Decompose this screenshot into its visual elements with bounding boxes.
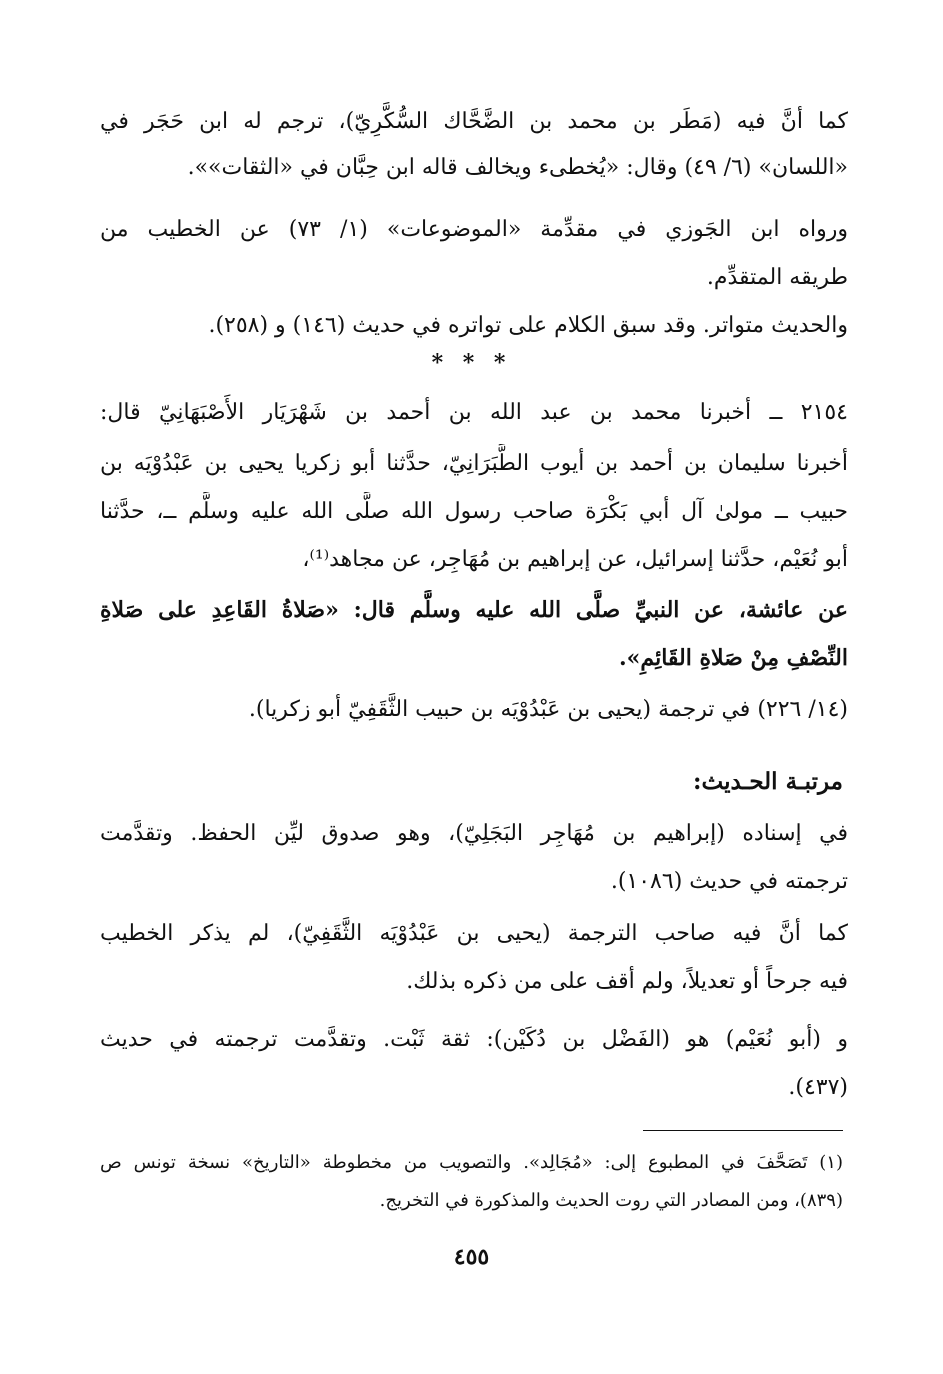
paragraph-6-line-1: و (أبو نُعَيْم) هو (الفَضْل بن دُكَيْن): ثقة ثَبْت. وتقدَّمت ترجمته في حديث	[100, 1027, 848, 1052]
hadith-line-3: حبيب ــ مولىٰ آل أبي بَكْرَة صاحب رسول الله صلَّى الله عليه وسلَّم ــ، حدَّثنا	[100, 499, 848, 524]
paragraph-3-line-1: والحديث متواتر. وقد سبق الكلام على تواتره في حديث (١٤٦) و (٢٥٨).	[208, 313, 848, 338]
footnote-line-1: (١) تَصَحَّفَ في المطبوع إلى: «مُجَالِد». والتصويب من مخطوطة «التاريخ» نسخة تونس ص	[100, 1152, 843, 1173]
hadith-line-4: أبو نُعَيْم، حدَّثنا إسرائيل، عن إبراهيم بن مُهَاجِر، عن مجاهد⁽¹⁾،	[302, 547, 848, 572]
section-heading: مرتبـة الحـديث:	[693, 768, 843, 795]
paragraph-5-line-2: فيه جرحاً أو تعديلاً، ولم أقف على من ذكره بذلك.	[406, 969, 848, 994]
footnote-divider	[643, 1130, 843, 1131]
hadith-line-1: ٢١٥٤ ــ أخبرنا محمد بن عبد الله بن أحمد بن شَهْرَيَار الأَصْبَهَانِيّ قال:	[100, 400, 848, 425]
source-reference: (١٤/ ٢٢٦) في ترجمة (يحيى بن عَبْدُوْيَه بن حبيب الثَّقَفِيّ أبو زكريا).	[248, 697, 848, 722]
paragraph-5-line-1: كما أنَّ فيه صاحب الترجمة (يحيى بن عَبْدُوْيَه الثَّقَفِيّ)، لم يذكر الخطيب	[100, 921, 848, 946]
paragraph-2-line-2: طريقه المتقدِّم.	[706, 265, 848, 290]
paragraph-1-line-2: «اللسان» (٦/ ٤٩) وقال: «يُخطىء ويخالف قاله ابن حِبَّان في «الثقات»».	[187, 155, 848, 180]
paragraph-1-line-1: كما أنَّ فيه (مَطَر بن محمد بن الضَّحَّاك السُّكَّرِيّ)، ترجم له ابن حَجَر في	[100, 109, 848, 134]
hadith-line-5: عن عائشة، عن النبيِّ صلَّى الله عليه وسلَّم قال: «صَلاةُ القَاعِدِ على صَلاةِ	[100, 597, 848, 623]
paragraph-4-line-2: ترجمته في حديث (١٠٨٦).	[610, 869, 848, 894]
hadith-line-6: النِّصْفِ مِنْ صَلاةِ القَائِمِ».	[619, 645, 848, 671]
paragraph-4-line-1: في إسناده (إبراهيم بن مُهَاجِر البَجَلِيّ)، وهو صدوق ليِّن الحفظ. وتقدَّمت	[100, 821, 848, 846]
hadith-line-2: أخبرنا سليمان بن أحمد بن أيوب الطَّبَرَانِيّ، حدَّثنا أبو زكريا يحيى بن عَبْدُوْيَه بن	[100, 451, 848, 476]
footnote-line-2: (٨٣٩)، ومن المصادر التي روت الحديث والمذكورة في التخريج.	[379, 1190, 843, 1211]
paragraph-6-line-2: (٤٣٧).	[788, 1075, 848, 1100]
page-number: ٤٥٥	[453, 1244, 490, 1270]
section-separator: * * *	[431, 350, 512, 376]
paragraph-2-line-1: ورواه ابن الجَوزي في مقدِّمة «الموضوعات» (١/ ٧٣) عن الخطيب من	[100, 217, 848, 242]
